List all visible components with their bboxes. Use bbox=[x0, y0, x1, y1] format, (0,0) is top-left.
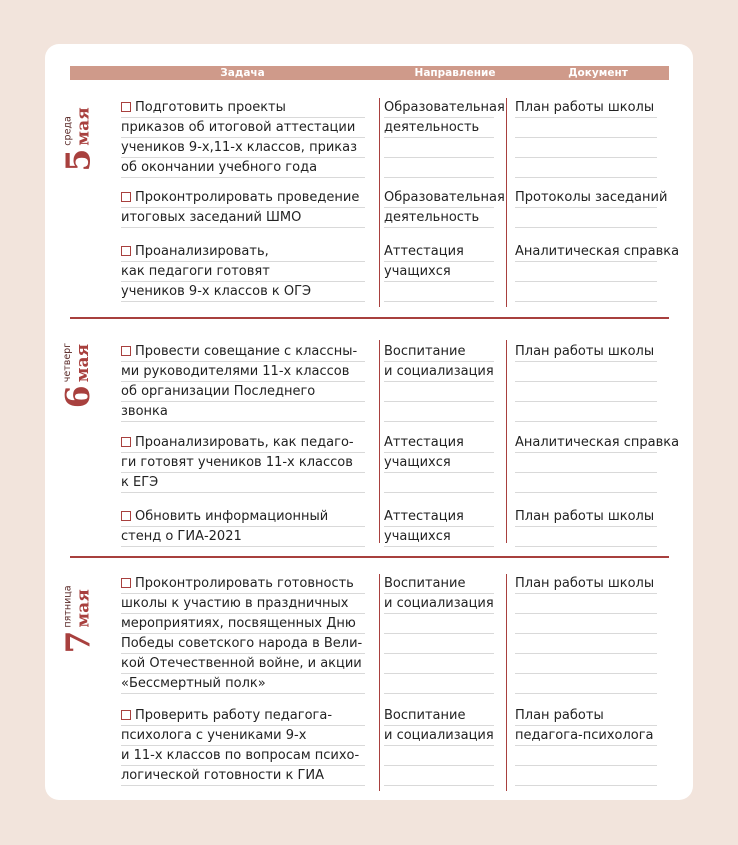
direction-text: Аттестация bbox=[384, 433, 494, 453]
document-text bbox=[515, 382, 657, 402]
document-text: План работы школы bbox=[515, 507, 657, 527]
task-text-line bbox=[121, 98, 365, 118]
month: мая bbox=[73, 106, 94, 146]
task-item bbox=[121, 574, 365, 694]
document-text bbox=[515, 614, 657, 634]
month: мая bbox=[73, 588, 94, 628]
checkbox-icon[interactable] bbox=[121, 511, 131, 521]
task-text-line bbox=[121, 242, 365, 262]
column-divider bbox=[379, 574, 380, 791]
direction-text: учащихся bbox=[384, 527, 494, 547]
document-text: педагога-психолога bbox=[515, 726, 657, 746]
task-text: и 11-х классов по вопросам психо- bbox=[121, 748, 360, 763]
column-divider bbox=[506, 574, 507, 791]
task-text-line bbox=[121, 574, 365, 594]
weekday: пятница bbox=[62, 584, 74, 628]
document-text bbox=[515, 473, 657, 493]
task-text-line bbox=[121, 402, 365, 422]
task-text: Проанализировать, как педаго- bbox=[135, 435, 354, 450]
direction-cell bbox=[384, 507, 494, 547]
checkbox-icon[interactable] bbox=[121, 578, 131, 588]
task-text: Проверить работу педагога- bbox=[135, 708, 333, 723]
direction-cell bbox=[384, 242, 494, 302]
task-text: итоговых заседаний ШМО bbox=[121, 210, 302, 225]
direction-text bbox=[384, 614, 494, 634]
direction-text bbox=[384, 138, 494, 158]
task-text-line bbox=[121, 527, 365, 547]
date-label bbox=[50, 94, 106, 184]
task-text: Провести совещание с классны- bbox=[135, 344, 358, 359]
task-text-line bbox=[121, 674, 365, 694]
task-item bbox=[121, 188, 365, 228]
month: мая bbox=[73, 343, 94, 382]
planner-card bbox=[45, 44, 693, 800]
task-text: звонка bbox=[121, 404, 168, 419]
checkbox-icon[interactable] bbox=[121, 346, 131, 356]
task-text-line bbox=[121, 382, 365, 402]
task-text-line bbox=[121, 342, 365, 362]
task-text-line bbox=[121, 594, 365, 614]
direction-text bbox=[384, 158, 494, 178]
checkbox-icon[interactable] bbox=[121, 102, 131, 112]
task-text: об организации Последнего bbox=[121, 384, 316, 399]
task-item bbox=[121, 706, 365, 786]
direction-text: деятельность bbox=[384, 208, 494, 228]
task-text: Обновить информационный bbox=[135, 509, 329, 524]
task-item bbox=[121, 342, 365, 422]
direction-text: и социализация bbox=[384, 362, 494, 382]
document-cell bbox=[515, 507, 657, 547]
task-text-line bbox=[121, 118, 365, 138]
direction-text: и социализация bbox=[384, 726, 494, 746]
task-text: «Бессмертный полк» bbox=[121, 676, 266, 691]
document-text: Протоколы заседаний bbox=[515, 188, 657, 208]
direction-text: Воспитание bbox=[384, 574, 494, 594]
task-item bbox=[121, 507, 365, 547]
direction-text: Воспитание bbox=[384, 706, 494, 726]
checkbox-icon[interactable] bbox=[121, 192, 131, 202]
document-text: План работы школы bbox=[515, 98, 657, 118]
date-label bbox=[50, 330, 106, 420]
direction-cell bbox=[384, 574, 494, 694]
task-text-line bbox=[121, 726, 365, 746]
direction-text: и социализация bbox=[384, 594, 494, 614]
direction-text bbox=[384, 766, 494, 786]
direction-cell bbox=[384, 342, 494, 422]
task-text-line bbox=[121, 706, 365, 726]
direction-cell bbox=[384, 98, 505, 178]
checkbox-icon[interactable] bbox=[121, 710, 131, 720]
column-divider bbox=[506, 340, 507, 543]
document-text bbox=[515, 654, 657, 674]
direction-text: учащихся bbox=[384, 262, 494, 282]
task-text: психолога с учениками 9-х bbox=[121, 728, 307, 743]
task-text: мероприятиях, посвященных Дню bbox=[121, 616, 356, 631]
document-text: Аналитическая справка bbox=[515, 433, 657, 453]
direction-cell bbox=[384, 433, 494, 493]
task-text-line bbox=[121, 362, 365, 382]
direction-cell bbox=[384, 706, 494, 786]
column-divider bbox=[379, 340, 380, 543]
task-text-line bbox=[121, 138, 365, 158]
document-text bbox=[515, 453, 657, 473]
task-text-line bbox=[121, 746, 365, 766]
task-text-line bbox=[121, 262, 365, 282]
direction-text bbox=[384, 402, 494, 422]
direction-text bbox=[384, 654, 494, 674]
date-number: 5 bbox=[58, 148, 98, 172]
task-item bbox=[121, 98, 365, 178]
direction-text: Аттестация bbox=[384, 507, 494, 527]
document-text bbox=[515, 118, 657, 138]
document-text bbox=[515, 282, 657, 302]
task-text: Проконтролировать проведение bbox=[135, 190, 360, 205]
checkbox-icon[interactable] bbox=[121, 246, 131, 256]
document-cell bbox=[515, 98, 657, 178]
task-text: Проанализировать, bbox=[135, 244, 269, 259]
direction-text bbox=[384, 746, 494, 766]
direction-text bbox=[384, 634, 494, 654]
date-label bbox=[50, 569, 106, 669]
document-text: Аналитическая справка bbox=[515, 242, 657, 262]
task-text: об окончании учебного года bbox=[121, 160, 318, 175]
task-text: учеников 9-х,11-х классов, приказ bbox=[121, 140, 357, 155]
task-text: приказов об итоговой аттестации bbox=[121, 120, 356, 135]
direction-text bbox=[384, 382, 494, 402]
task-text-line bbox=[121, 453, 365, 473]
task-text: как педагоги готовят bbox=[121, 264, 270, 279]
document-text: План работы bbox=[515, 706, 657, 726]
document-cell bbox=[515, 574, 657, 694]
header-task: Задача bbox=[220, 67, 265, 79]
task-text: учеников 9-х классов к ОГЭ bbox=[121, 284, 312, 299]
direction-text: деятельность bbox=[384, 118, 494, 138]
task-text: стенд о ГИА-2021 bbox=[121, 529, 242, 544]
document-text bbox=[515, 402, 657, 422]
task-text: Победы советского народа в Вели- bbox=[121, 636, 363, 651]
task-item bbox=[121, 242, 365, 302]
document-text bbox=[515, 158, 657, 178]
direction-text bbox=[384, 473, 494, 493]
task-text: Проконтролировать готовность bbox=[135, 576, 354, 591]
task-text-line bbox=[121, 634, 365, 654]
document-cell bbox=[515, 342, 657, 422]
day-separator bbox=[70, 556, 669, 558]
task-text: к ЕГЭ bbox=[121, 475, 159, 490]
table-header bbox=[70, 66, 669, 80]
date-number: 6 bbox=[58, 384, 98, 408]
task-text-line bbox=[121, 188, 365, 208]
document-text: План работы школы bbox=[515, 574, 657, 594]
task-text: кой Отечественной войне, и акции bbox=[121, 656, 362, 671]
task-text-line bbox=[121, 158, 365, 178]
header-direction: Направление bbox=[414, 67, 496, 79]
document-text bbox=[515, 262, 657, 282]
document-cell bbox=[515, 706, 657, 786]
day-section bbox=[45, 559, 693, 799]
task-text: логической готовности к ГИА bbox=[121, 768, 325, 783]
document-text: План работы школы bbox=[515, 342, 657, 362]
document-text bbox=[515, 362, 657, 382]
day-separator bbox=[70, 317, 669, 319]
direction-text bbox=[384, 282, 494, 302]
direction-text: Аттестация bbox=[384, 242, 494, 262]
direction-text: учащихся bbox=[384, 453, 494, 473]
task-text-line bbox=[121, 282, 365, 302]
weekday: среда bbox=[62, 115, 74, 146]
task-text-line bbox=[121, 208, 365, 228]
task-text: Подготовить проекты bbox=[135, 100, 286, 115]
task-text-line bbox=[121, 766, 365, 786]
direction-text: Образовательная bbox=[384, 98, 494, 118]
header-document: Документ bbox=[568, 67, 628, 79]
document-text bbox=[515, 746, 657, 766]
task-text-line bbox=[121, 507, 365, 527]
checkbox-icon[interactable] bbox=[121, 437, 131, 447]
document-cell bbox=[515, 242, 680, 302]
task-text-line bbox=[121, 433, 365, 453]
column-divider bbox=[379, 98, 380, 307]
task-text: школы к участию в праздничных bbox=[121, 596, 349, 611]
task-text-line bbox=[121, 614, 365, 634]
task-text-line bbox=[121, 473, 365, 493]
task-text: ми руководителями 11-х классов bbox=[121, 364, 350, 379]
day-section bbox=[45, 84, 693, 319]
direction-cell bbox=[384, 188, 505, 228]
direction-text: Воспитание bbox=[384, 342, 494, 362]
direction-text: Образовательная bbox=[384, 188, 494, 208]
document-cell bbox=[515, 433, 680, 493]
column-divider bbox=[506, 98, 507, 307]
document-text bbox=[515, 594, 657, 614]
document-text bbox=[515, 766, 657, 786]
document-text bbox=[515, 208, 657, 228]
date-number: 7 bbox=[58, 630, 98, 654]
task-text-line bbox=[121, 654, 365, 674]
document-text bbox=[515, 138, 657, 158]
document-cell bbox=[515, 188, 668, 228]
document-text bbox=[515, 674, 657, 694]
task-text: ги готовят учеников 11-х классов bbox=[121, 455, 353, 470]
document-text bbox=[515, 527, 657, 547]
direction-text bbox=[384, 674, 494, 694]
task-item bbox=[121, 433, 365, 493]
day-section bbox=[45, 320, 693, 558]
weekday: четверг bbox=[62, 342, 74, 382]
document-text bbox=[515, 634, 657, 654]
